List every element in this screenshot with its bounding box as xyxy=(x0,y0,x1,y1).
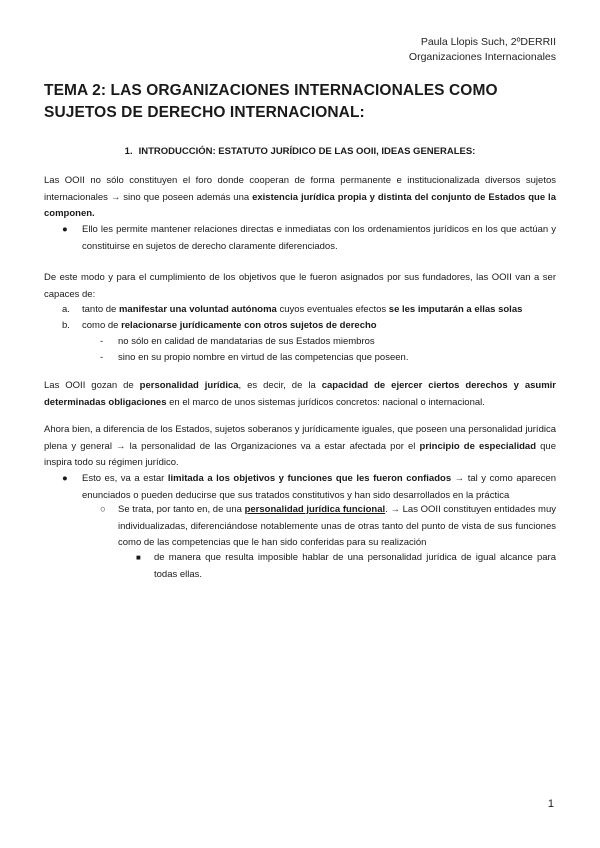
list-b-text: como de xyxy=(82,320,122,331)
p1-text: Las OOII no sólo constituyen el foro donde cooperan de forma permanente e institucionalizada diversos sujetos internacionales → sino que poseen además una xyxy=(44,175,556,203)
document-title: TEMA 2: LAS ORGANIZACIONES INTERNACIONALES COMO SUJETOS DE DERECHO INTERNACIONAL: xyxy=(44,82,498,121)
list-item-b xyxy=(82,318,556,335)
bullet-marker: ● xyxy=(62,473,68,484)
list-a-text: tanto de xyxy=(82,304,119,315)
bullet-item-1: Ello les permite mantener relaciones directas e inmediatas con los ordenamientos jurídicos en los que actúan y constituirse en sujetos de derecho claramente diferenciados. xyxy=(82,224,556,252)
dash-marker: - xyxy=(100,336,104,347)
bullet2-text-1: Esto es, va a estar xyxy=(82,473,168,484)
p3-text-3: en el marco de unos sistemas jurídicos concretos: nacional o internacional. xyxy=(166,396,485,408)
p3-text-1: Las OOII gozan de xyxy=(44,380,140,391)
paragraph-4 xyxy=(44,422,556,472)
list-item-a xyxy=(82,302,556,319)
circle-item xyxy=(118,502,556,552)
list-a-bold-2: se les imputarán a ellas solas xyxy=(388,304,523,315)
square-marker: ■ xyxy=(136,553,141,562)
circle-item-bold-underlined: personalidad jurídica funcional xyxy=(244,504,386,515)
bullet-marker: ● xyxy=(62,224,68,235)
square-item: de manera que resulta imposible hablar de una personalidad jurídica de igual alcance para todas ellas. xyxy=(154,552,556,580)
bullet2-bold: limitada a los objetivos y funciones que les fueron confiados xyxy=(167,473,452,484)
list-marker-a: a. xyxy=(62,304,70,315)
circle-item-text-2: . → Las OOII constituyen entidades muy individualizadas, diferenciándose notablemente unas de otras tanto del punto de vista de sus funciones como de las competencias que le han sido conferidas para su realización xyxy=(118,504,556,548)
sub-item-2: sino en su propio nombre en virtud de las competencias que poseen. xyxy=(118,352,409,363)
p3-text-2: , es decir, de la xyxy=(238,380,322,391)
p1-bold: existencia jurídica propia y distinta del conjunto de Estados que la componen. xyxy=(44,191,556,219)
circle-marker: ○ xyxy=(100,504,106,515)
page-number: 1 xyxy=(547,798,554,810)
paragraph-2: De este modo y para el cumplimiento de los objetivos que le fueron asignados por sus fundadores, las OOII van a ser capaces de: xyxy=(44,272,556,300)
page-header xyxy=(409,35,556,65)
p4-text-1: Ahora bien, a diferencia de los Estados, sujetos soberanos y jurídicamente iguales, que poseen una personalidad jurídica plena y general → la personalidad de las Organizaciones va a estar afectada por el xyxy=(44,424,556,452)
p4-bold: principio de especialidad xyxy=(419,440,536,452)
list-a-text-2: cuyos eventuales efectos xyxy=(276,304,389,315)
header-subject: Organizaciones Internacionales xyxy=(408,51,556,63)
list-a-bold-1: manifestar una voluntad autónoma xyxy=(118,304,277,315)
section-number: 1. xyxy=(124,146,133,157)
list-marker-b: b. xyxy=(62,320,70,331)
p3-bold-1: personalidad jurídica xyxy=(139,380,239,391)
p4-text-2: que inspira todo su régimen jurídico. xyxy=(44,440,556,468)
section-heading xyxy=(0,146,600,157)
header-author: Paula Llopis Such, 2ºDERRII xyxy=(420,36,556,48)
paragraph-1 xyxy=(44,173,556,223)
bullet-item-2 xyxy=(82,471,556,504)
p3-bold-2: capacidad de ejercer ciertos derechos y asumir determinadas obligaciones xyxy=(44,380,556,408)
paragraph-3 xyxy=(44,378,556,411)
bullet2-text-2: → tal y como aparecen enunciados o pueden deducirse que sus tratados constitutivos y han sido desarrollados en la práctica xyxy=(82,473,556,501)
list-b-bold: relacionarse jurídicamente con otros sujetos de derecho xyxy=(121,320,377,331)
circle-item-text-1: Se trata, por tanto en, de una xyxy=(118,504,245,515)
dash-marker: - xyxy=(100,352,104,363)
section-title: INTRODUCCIÓN: ESTATUTO JURÍDICO DE LAS OOII, IDEAS GENERALES: xyxy=(138,146,476,157)
sub-item-1: no sólo en calidad de mandatarias de sus Estados miembros xyxy=(118,336,375,347)
